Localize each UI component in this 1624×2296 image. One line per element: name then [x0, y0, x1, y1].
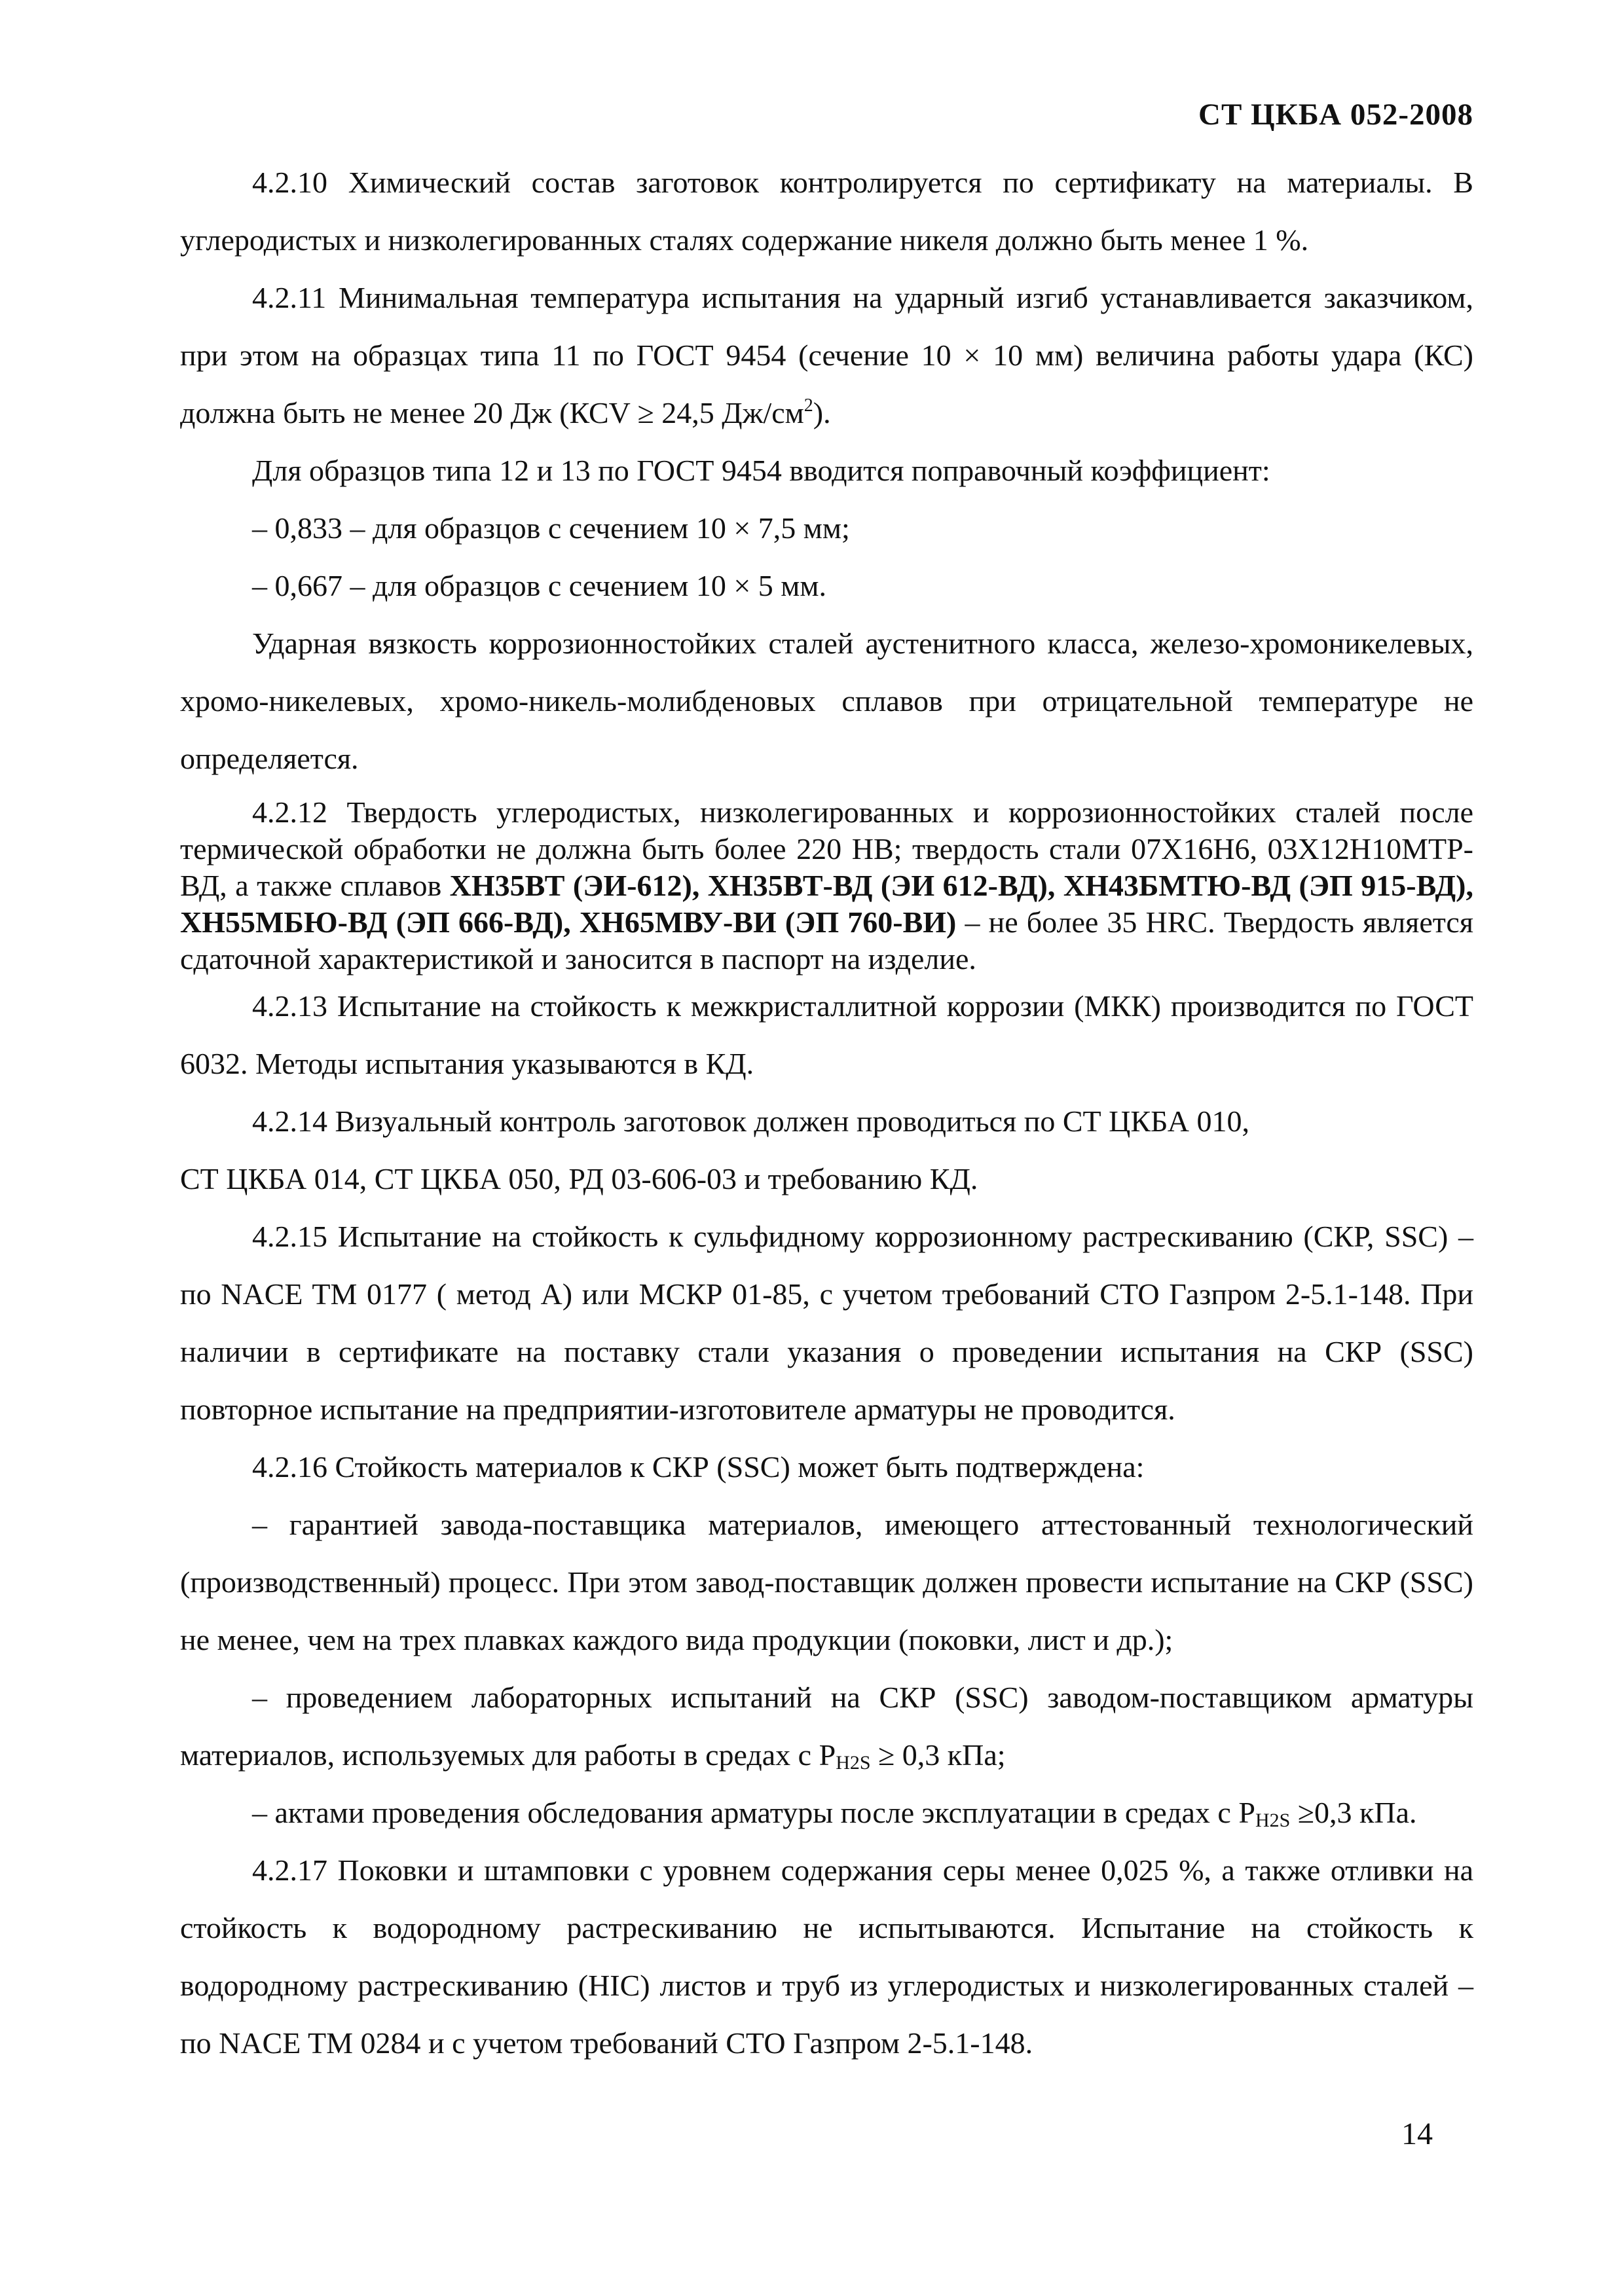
paragraph-impact-toughness: Ударная вязкость коррозионностойких сталей аустенитного класса, железо-хромоникелевых, хромо-никелевых, хромо-никель-молибденовых сплавов при отрицательной температуре не определяется. — [180, 627, 1473, 775]
list-item-0667: – 0,667 – для образцов с сечением 10 × 5 мм. — [252, 569, 826, 602]
list-item-inspection-acts-text: – актами проведения обследования арматуры после эксплуатации в средах с Р — [252, 1796, 1255, 1829]
document-body — [180, 154, 1473, 2072]
paragraph-4-2-10: 4.2.10 Химический состав заготовок контролируется по сертификату на материалы. В углеродистых и низколегированных сталях содержание никеля должно быть менее 1 %. — [180, 166, 1473, 257]
paragraph-4-2-11 — [180, 269, 1473, 442]
paragraph-4-2-11-end: ). — [813, 396, 831, 429]
paragraph-4-2-11-text: 4.2.11 Минимальная температура испытания на ударный изгиб устанавливается заказчиком, при этом на образцах типа 11 по ГОСТ 9454 (сечение 10 × 10 мм) величина работы удара (КС) должна быть не менее 20 Дж (КСV ≥ 24,5 Дж/см — [180, 281, 1473, 429]
subscript-h2s-2: H2S — [1255, 1810, 1291, 1831]
list-item-supplier-guarantee: – гарантией завода-поставщика материалов, имеющего аттестованный технологический (производственный) процесс. При этом завод-поставщик должен провести испытание на СКР (SSC) не менее, чем на трех плавках каждого вида продукции (поковки, лист и др.); — [180, 1508, 1473, 1656]
paragraph-4-2-14-line2: СТ ЦКБА 014, СТ ЦКБА 050, РД 03-606-03 и требованию КД. — [180, 1162, 978, 1195]
list-item-inspection-acts — [180, 1784, 1473, 1842]
paragraph-4-2-13: 4.2.13 Испытание на стойкость к межкристаллитной коррозии (МКК) производится по ГОСТ 6032. Методы испытания указываются в КД. — [180, 989, 1473, 1080]
page-number: 14 — [1401, 2117, 1433, 2151]
list-item-lab-tests-end: ≥ 0,3 кПа; — [870, 1738, 1006, 1772]
alloy-grades-bold: ХН35ВТ (ЭИ-612), ХН35ВТ-ВД (ЭИ 612-ВД), ХН43БМТЮ-ВД (ЭП 915-ВД), ХН55МБЮ-ВД (ЭП 666-ВД), ХН65МВУ-ВИ (ЭП 760-ВИ) — [180, 869, 1473, 939]
paragraph-4-2-12-text: 4.2.12 Твердость углеродистых, низколегированных и коррозионностойких сталей после термической обработки не должна быть более 220 НВ; твердость стали 07Х16Н6, 03Х12Н10МТР-ВД, а также сплавов — [180, 795, 1473, 902]
paragraph-correction-factor: Для образцов типа 12 и 13 по ГОСТ 9454 вводится поправочный коэффициент: — [252, 454, 1270, 487]
list-item-lab-tests — [180, 1669, 1473, 1784]
superscript-2: 2 — [803, 395, 813, 416]
paragraph-4-2-17: 4.2.17 Поковки и штамповки с уровнем содержания серы менее 0,025 %, а также отливки на стойкость к водородному растрескиванию не испытываются. Испытание на стойкость к водородному растрескиванию (HIC) листов и труб из углеродистых и низколегированных сталей – по NACE TM 0284 и с учетом требований СТО Газпром 2-5.1-148. — [180, 1853, 1473, 2060]
paragraph-4-2-14-line1: 4.2.14 Визуальный контроль заготовок должен проводиться по СТ ЦКБА 010, — [252, 1104, 1250, 1138]
list-item-inspection-acts-end: ≥0,3 кПа. — [1290, 1796, 1417, 1829]
paragraph-4-2-12-end: – не более 35 HRC. Твердость является сдаточной характеристикой и заносится в паспорт на изделие. — [180, 905, 1473, 975]
list-item-0833: – 0,833 – для образцов с сечением 10 × 7,5 мм; — [252, 511, 850, 545]
paragraph-4-2-16: 4.2.16 Стойкость материалов к СКР (SSC) может быть подтверждена: — [252, 1450, 1145, 1484]
subscript-h2s: H2S — [836, 1752, 871, 1774]
paragraph-4-2-12 — [180, 794, 1473, 977]
list-item-lab-tests-text: – проведением лабораторных испытаний на СКР (SSC) заводом-поставщиком арматуры материалов, используемых для работы в средах с Р — [180, 1681, 1473, 1772]
paragraph-4-2-15: 4.2.15 Испытание на стойкость к сульфидному коррозионному растрескиванию (СКР, SSC) – по NACE TM 0177 ( метод А) или МСКР 01-85, с учетом требований СТО Газпром 2-5.1-148. При наличии в сертификате на поставку стали указания о проведении испытания на СКР (SSC) повторное испытание на предприятии-изготовителе арматуры не проводится. — [180, 1220, 1473, 1426]
document-code-header: СТ ЦКБА 052-2008 — [1198, 98, 1473, 132]
